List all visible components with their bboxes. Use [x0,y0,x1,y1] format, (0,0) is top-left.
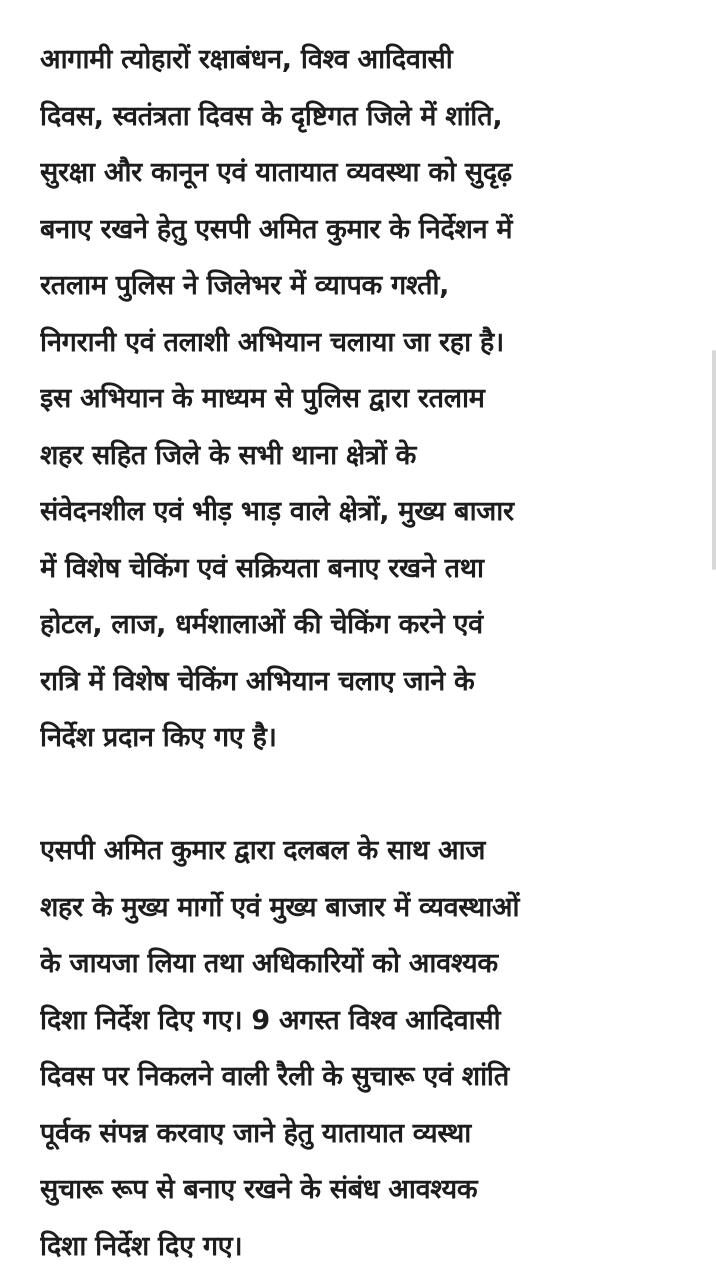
text-line: रात्रि में विशेष चेकिंग अभियान चलाए जाने के [40,654,690,711]
text-line: आगामी त्योहारों रक्षाबंधन, विश्व आदिवासी [40,32,690,89]
text-line: निर्देश प्रदान किए गए है। [40,710,690,767]
text-line: पूर्वक संपन्न करवाए जाने हेतु यातायात व्यस्था [40,1106,690,1163]
paragraph-1 [40,32,690,767]
text-line: एसपी अमित कुमार द्वारा दलबल के साथ आज [40,823,690,880]
text-line: शहर के मुख्य मार्गो एवं मुख्य बाजार में व्यवस्थाओं [40,880,690,937]
text-line: शहर सहित जिले के सभी थाना क्षेत्रों के [40,428,690,485]
paragraph-spacer [40,767,690,824]
scrollbar[interactable] [712,350,716,570]
text-line: होटल, लाज, धर्मशालाओं की चेकिंग करने एवं [40,597,690,654]
text-line: के जायजा लिया तथा अधिकारियों को आवश्यक [40,936,690,993]
text-line: बनाए रखने हेतु एसपी अमित कुमार के निर्देशन में [40,202,690,259]
text-line: दिवस, स्वतंत्रता दिवस के दृष्टिगत जिले में शांति, [40,89,690,146]
paragraph-2 [40,823,690,1275]
text-line: निगरानी एवं तलाशी अभियान चलाया जा रहा है। [40,315,690,372]
text-line: सुरक्षा और कानून एवं यातायात व्यवस्था को सुदृढ़ [40,145,690,202]
text-line: सुचारू रूप से बनाए रखने के संबंध आवश्यक [40,1162,690,1219]
text-line: दिवस पर निकलने वाली रैली के सुचारू एवं शांति [40,1049,690,1106]
text-line: इस अभियान के माध्यम से पुलिस द्वारा रतलाम [40,371,690,428]
text-line: संवेदनशील एवं भीड़ भाड़ वाले क्षेत्रों, मुख्य बाजार [40,484,690,541]
article-body [40,32,690,1275]
text-line: रतलाम पुलिस ने जिलेभर में व्यापक गश्ती, [40,258,690,315]
text-line: दिशा निर्देश दिए गए। [40,1219,690,1275]
text-line: दिशा निर्देश दिए गए। 9 अगस्त विश्व आदिवासी [40,993,690,1050]
text-line: में विशेष चेकिंग एवं सक्रियता बनाए रखने तथा [40,541,690,598]
